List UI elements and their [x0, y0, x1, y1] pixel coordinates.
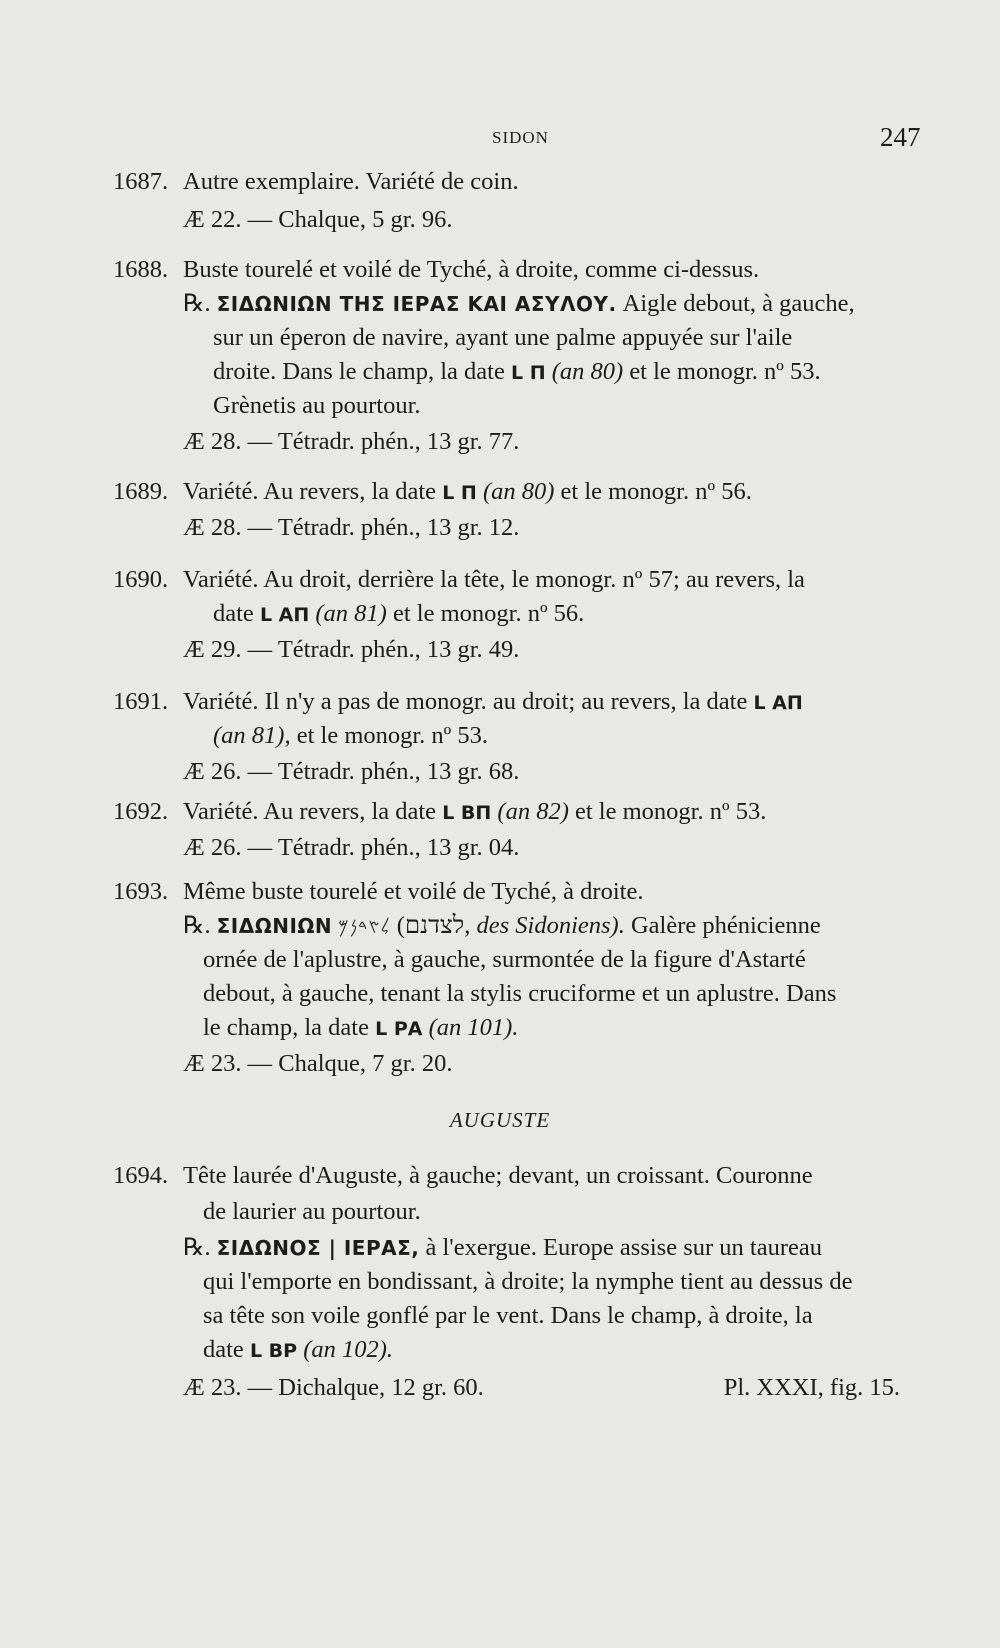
- entry-number: 1693.: [113, 878, 169, 905]
- entry-number: 1692.: [113, 798, 169, 825]
- entry-1693-metal: Æ 23. — Chalque, 7 gr. 20.: [183, 1050, 453, 1077]
- gloss: des Sidoniens).: [476, 912, 625, 939]
- entry-1688-line-5: Grènetis au pourtour.: [213, 392, 421, 419]
- year: (an 81),: [213, 722, 291, 749]
- entry-1694-line-2: de laurier au pourtour.: [203, 1198, 421, 1225]
- entry-1694-line-5: sa tête son voile gonflé par le vent. Dans le champ, à droite, la: [203, 1302, 813, 1329]
- entry-1693-line-4: debout, à gauche, tenant la stylis cruciforme et un aplustre. Dans: [203, 980, 837, 1007]
- entry-1691-line-2: [213, 720, 488, 752]
- hebrew-legend: (לצדנם,: [396, 912, 471, 939]
- entry-1688-metal: Æ 28. — Tétradr. phén., 13 gr. 77.: [183, 428, 520, 455]
- text: Variété. Au revers, la date: [183, 478, 437, 505]
- entry-description: Buste tourelé et voilé de Tyché, à droite, comme ci-dessus.: [183, 256, 760, 283]
- text: Variété. Il n'y a pas de monogr. au droit; au revers, la date: [183, 688, 748, 715]
- entry-number: 1689.: [113, 478, 169, 505]
- reverse-mark: ℞.: [183, 1235, 211, 1261]
- entry-1694-reverse: [183, 1232, 822, 1264]
- page-header: [0, 122, 1000, 162]
- entry-1693-line-3: ornée de l'aplustre, à gauche, surmontée de la figure d'Astarté: [203, 946, 806, 973]
- text: et le monogr. nº 56.: [392, 600, 585, 627]
- page-number: 247: [880, 122, 921, 152]
- reverse-mark: ℞.: [183, 291, 211, 317]
- text: et le monogr. nº 53.: [629, 358, 821, 385]
- phoenician-legend: 𐤋𐤑𐤃𐤍𐤌: [338, 916, 391, 938]
- year: (an 81): [315, 600, 387, 627]
- date-mark: L Π: [442, 482, 477, 504]
- greek-legend: ΣΙΔΩΝΟΣ | ΙΕΡΑΣ,: [216, 1236, 420, 1260]
- text: Variété. Au droit, derrière la tête, le monogr. nº 57; au revers, la: [183, 566, 805, 593]
- entry-1689-line-1: [113, 476, 752, 509]
- entry-1694-line-6: [203, 1334, 393, 1367]
- text: Galère phénicienne: [630, 912, 821, 939]
- date-mark: L Π: [510, 362, 546, 384]
- entry-number: 1688.: [113, 256, 169, 283]
- entry-1690-metal: Æ 29. — Tétradr. phén., 13 gr. 49.: [183, 636, 520, 663]
- reverse-mark: ℞.: [183, 913, 211, 939]
- date-mark: L ΒΠ: [442, 802, 492, 824]
- entry-description: Autre exemplaire. Variété de coin.: [183, 168, 519, 195]
- entry-description: Même buste tourelé et voilé de Tyché, à droite.: [183, 878, 644, 905]
- entry-1689-metal: Æ 28. — Tétradr. phén., 13 gr. 12.: [183, 514, 520, 541]
- year: (an 80): [551, 358, 624, 385]
- entry-1688-line-3: sur un éperon de navire, ayant une palme appuyée sur l'aile: [213, 324, 793, 351]
- entry-1691-line-1: [113, 686, 803, 719]
- entry-1693-line-5: [203, 1012, 518, 1045]
- entry-1690-line-1: [113, 564, 805, 596]
- entry-number: 1687.: [113, 168, 169, 195]
- greek-legend: ΣΙΔΩΝΙΩΝ ΤΗΣ ΙΕΡΑΣ ΚΑΙ ΑΣΥΛΟΥ.: [216, 292, 617, 316]
- text: et le monogr. nº 53.: [296, 722, 489, 749]
- entry-1688-line-1: [113, 254, 759, 286]
- entry-1694-line-4: qui l'emporte en bondissant, à droite; la nymphe tient au dessus de: [203, 1268, 853, 1295]
- year: (an 102).: [303, 1336, 394, 1363]
- entry-number: 1690.: [113, 566, 169, 593]
- entry-1694-line-1: [113, 1160, 813, 1192]
- year: (an 82): [497, 798, 569, 825]
- date-mark: L ΡΑ: [375, 1018, 423, 1040]
- section-heading: AUGUSTE: [449, 1108, 551, 1132]
- entry-1693-line-1: [113, 876, 643, 908]
- text: date: [213, 600, 254, 627]
- entry-1694-metal: Æ 23. — Dichalque, 12 gr. 60.: [183, 1374, 484, 1401]
- date-mark: L ΑΠ: [753, 692, 803, 714]
- year: (an 80): [482, 478, 555, 505]
- entry-1687-metal: Æ 22. — Chalque, 5 gr. 96.: [183, 206, 453, 233]
- text: et le monogr. nº 56.: [560, 478, 752, 505]
- entry-1687-line-1: [113, 166, 519, 198]
- date-mark: L ΒΡ: [249, 1340, 298, 1362]
- entry-1692-line-1: [113, 796, 766, 829]
- entry-1691-metal: Æ 26. — Tétradr. phén., 13 gr. 68.: [183, 758, 520, 785]
- entry-number: 1691.: [113, 688, 169, 715]
- year: (an 101).: [428, 1014, 519, 1041]
- text: droite. Dans le champ, la date: [213, 358, 505, 385]
- entry-1688-reverse: [183, 288, 855, 320]
- entry-1688-line-4: [213, 356, 821, 389]
- text: le champ, la date: [203, 1014, 369, 1041]
- entry-1693-reverse: [183, 910, 821, 943]
- entry-number: 1694.: [113, 1162, 169, 1189]
- text: Aigle debout, à gauche,: [622, 290, 855, 317]
- running-title: SIDON: [492, 128, 549, 147]
- text: date: [203, 1336, 244, 1363]
- text: Tête laurée d'Auguste, à gauche; devant, un croissant. Couronne: [183, 1162, 813, 1189]
- text: et le monogr. nº 53.: [575, 798, 767, 825]
- entry-1692-metal: Æ 26. — Tétradr. phén., 13 gr. 04.: [183, 834, 520, 861]
- entry-1690-line-2: [213, 598, 584, 631]
- date-mark: L ΑΠ: [259, 604, 310, 626]
- text: Variété. Au revers, la date: [183, 798, 437, 825]
- text: à l'exergue. Europe assise sur un taureau: [425, 1234, 822, 1261]
- greek-legend: ΣΙΔΩΝΙΩΝ: [216, 914, 333, 938]
- plate-reference: Pl. XXXI, fig. 15.: [723, 1374, 900, 1401]
